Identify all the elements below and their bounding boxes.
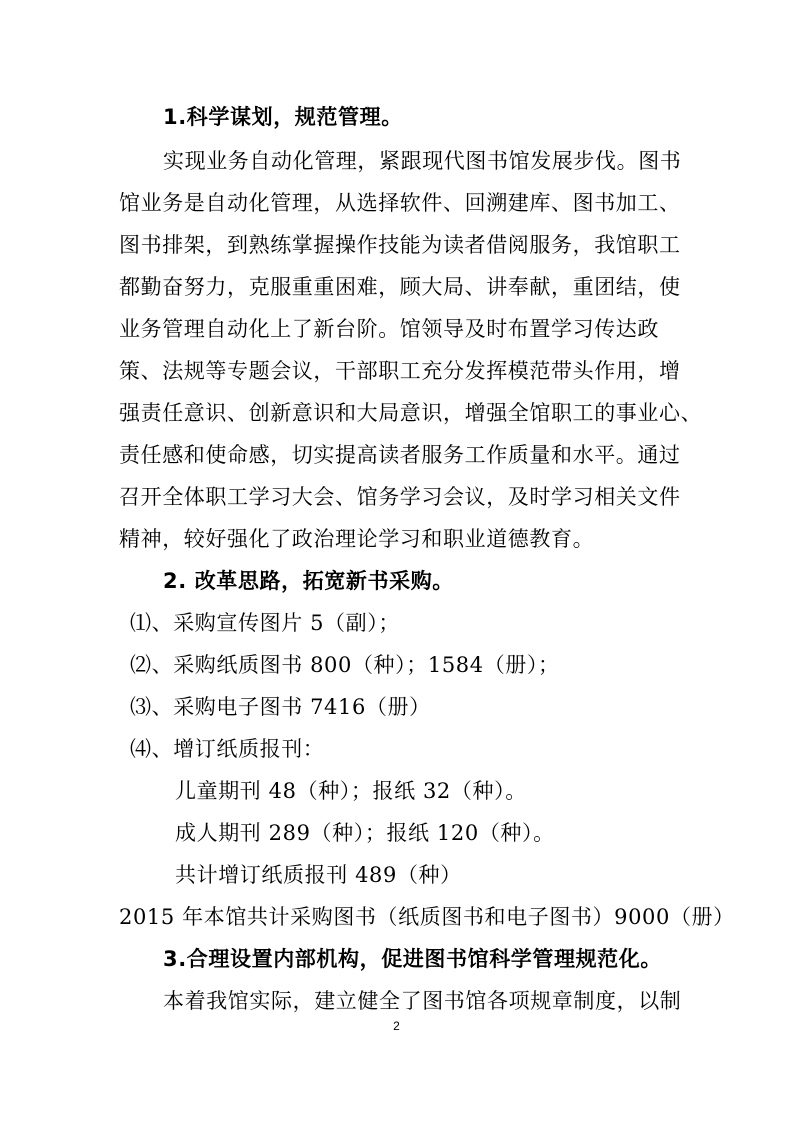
paragraph-line: 策、法规等专题会议，干部职工充分发挥模范带头作用，增: [119, 359, 681, 383]
sub-list-item: 儿童期刊 48（种）；报纸 32（种）。: [175, 779, 527, 803]
paragraph-line: 本着我馆实际，建立健全了图书馆各项规章制度，以制: [163, 989, 682, 1013]
section-heading-3: 3.合理设置内部机构，促进图书馆科学管理规范化。: [163, 947, 662, 971]
list-item: ⑷、增订纸质报刊：: [130, 737, 325, 761]
sub-list-item: 共计增订纸质报刊 489（种）: [175, 863, 462, 887]
list-item: ⑵、采购纸质图书 800（种）；1584（册）；: [130, 653, 560, 677]
paragraph-line: 召开全体职工学习大会、馆务学习会议，及时学习相关文件: [119, 485, 681, 509]
paragraph-line: 业务管理自动化上了新台阶。馆领导及时布置学习传达政: [119, 317, 659, 341]
page-number: 2: [393, 1019, 400, 1033]
paragraph-line: 强责任意识、创新意识和大局意识，增强全馆职工的事业心、: [119, 401, 703, 425]
paragraph-line: 馆业务是自动化管理，从选择软件、回溯建库、图书加工、: [119, 191, 681, 215]
section-heading-1: 1.科学谋划，规范管理。: [163, 105, 403, 129]
section-heading-2: 2. 改革思路，拓宽新书采购。: [163, 569, 454, 593]
paragraph-line: 都勤奋努力，克服重重困难，顾大局、讲奉献，重团结，使: [119, 275, 681, 299]
paragraph-line: 图书排架，到熟练掌握操作技能为读者借阅服务，我馆职工: [119, 233, 681, 257]
sub-list-item: 成人期刊 289（种）；报纸 120（种）。: [175, 821, 555, 845]
paragraph-line: 精神，较好强化了政治理论学习和职业道德教育。: [119, 527, 595, 551]
paragraph-line: 责任感和使命感，切实提高读者服务工作质量和水平。通过: [119, 443, 681, 467]
list-item: ⑴、采购宣传图片 5（副）；: [130, 611, 400, 635]
paragraph-line: 实现业务自动化管理，紧跟现代图书馆发展步伐。图书: [163, 149, 682, 173]
list-item: ⑶、采购电子图书 7416（册）: [130, 695, 431, 719]
summary-line: 2015 年本馆共计采购图书（纸质图书和电子图书）9000（册）: [119, 905, 735, 929]
